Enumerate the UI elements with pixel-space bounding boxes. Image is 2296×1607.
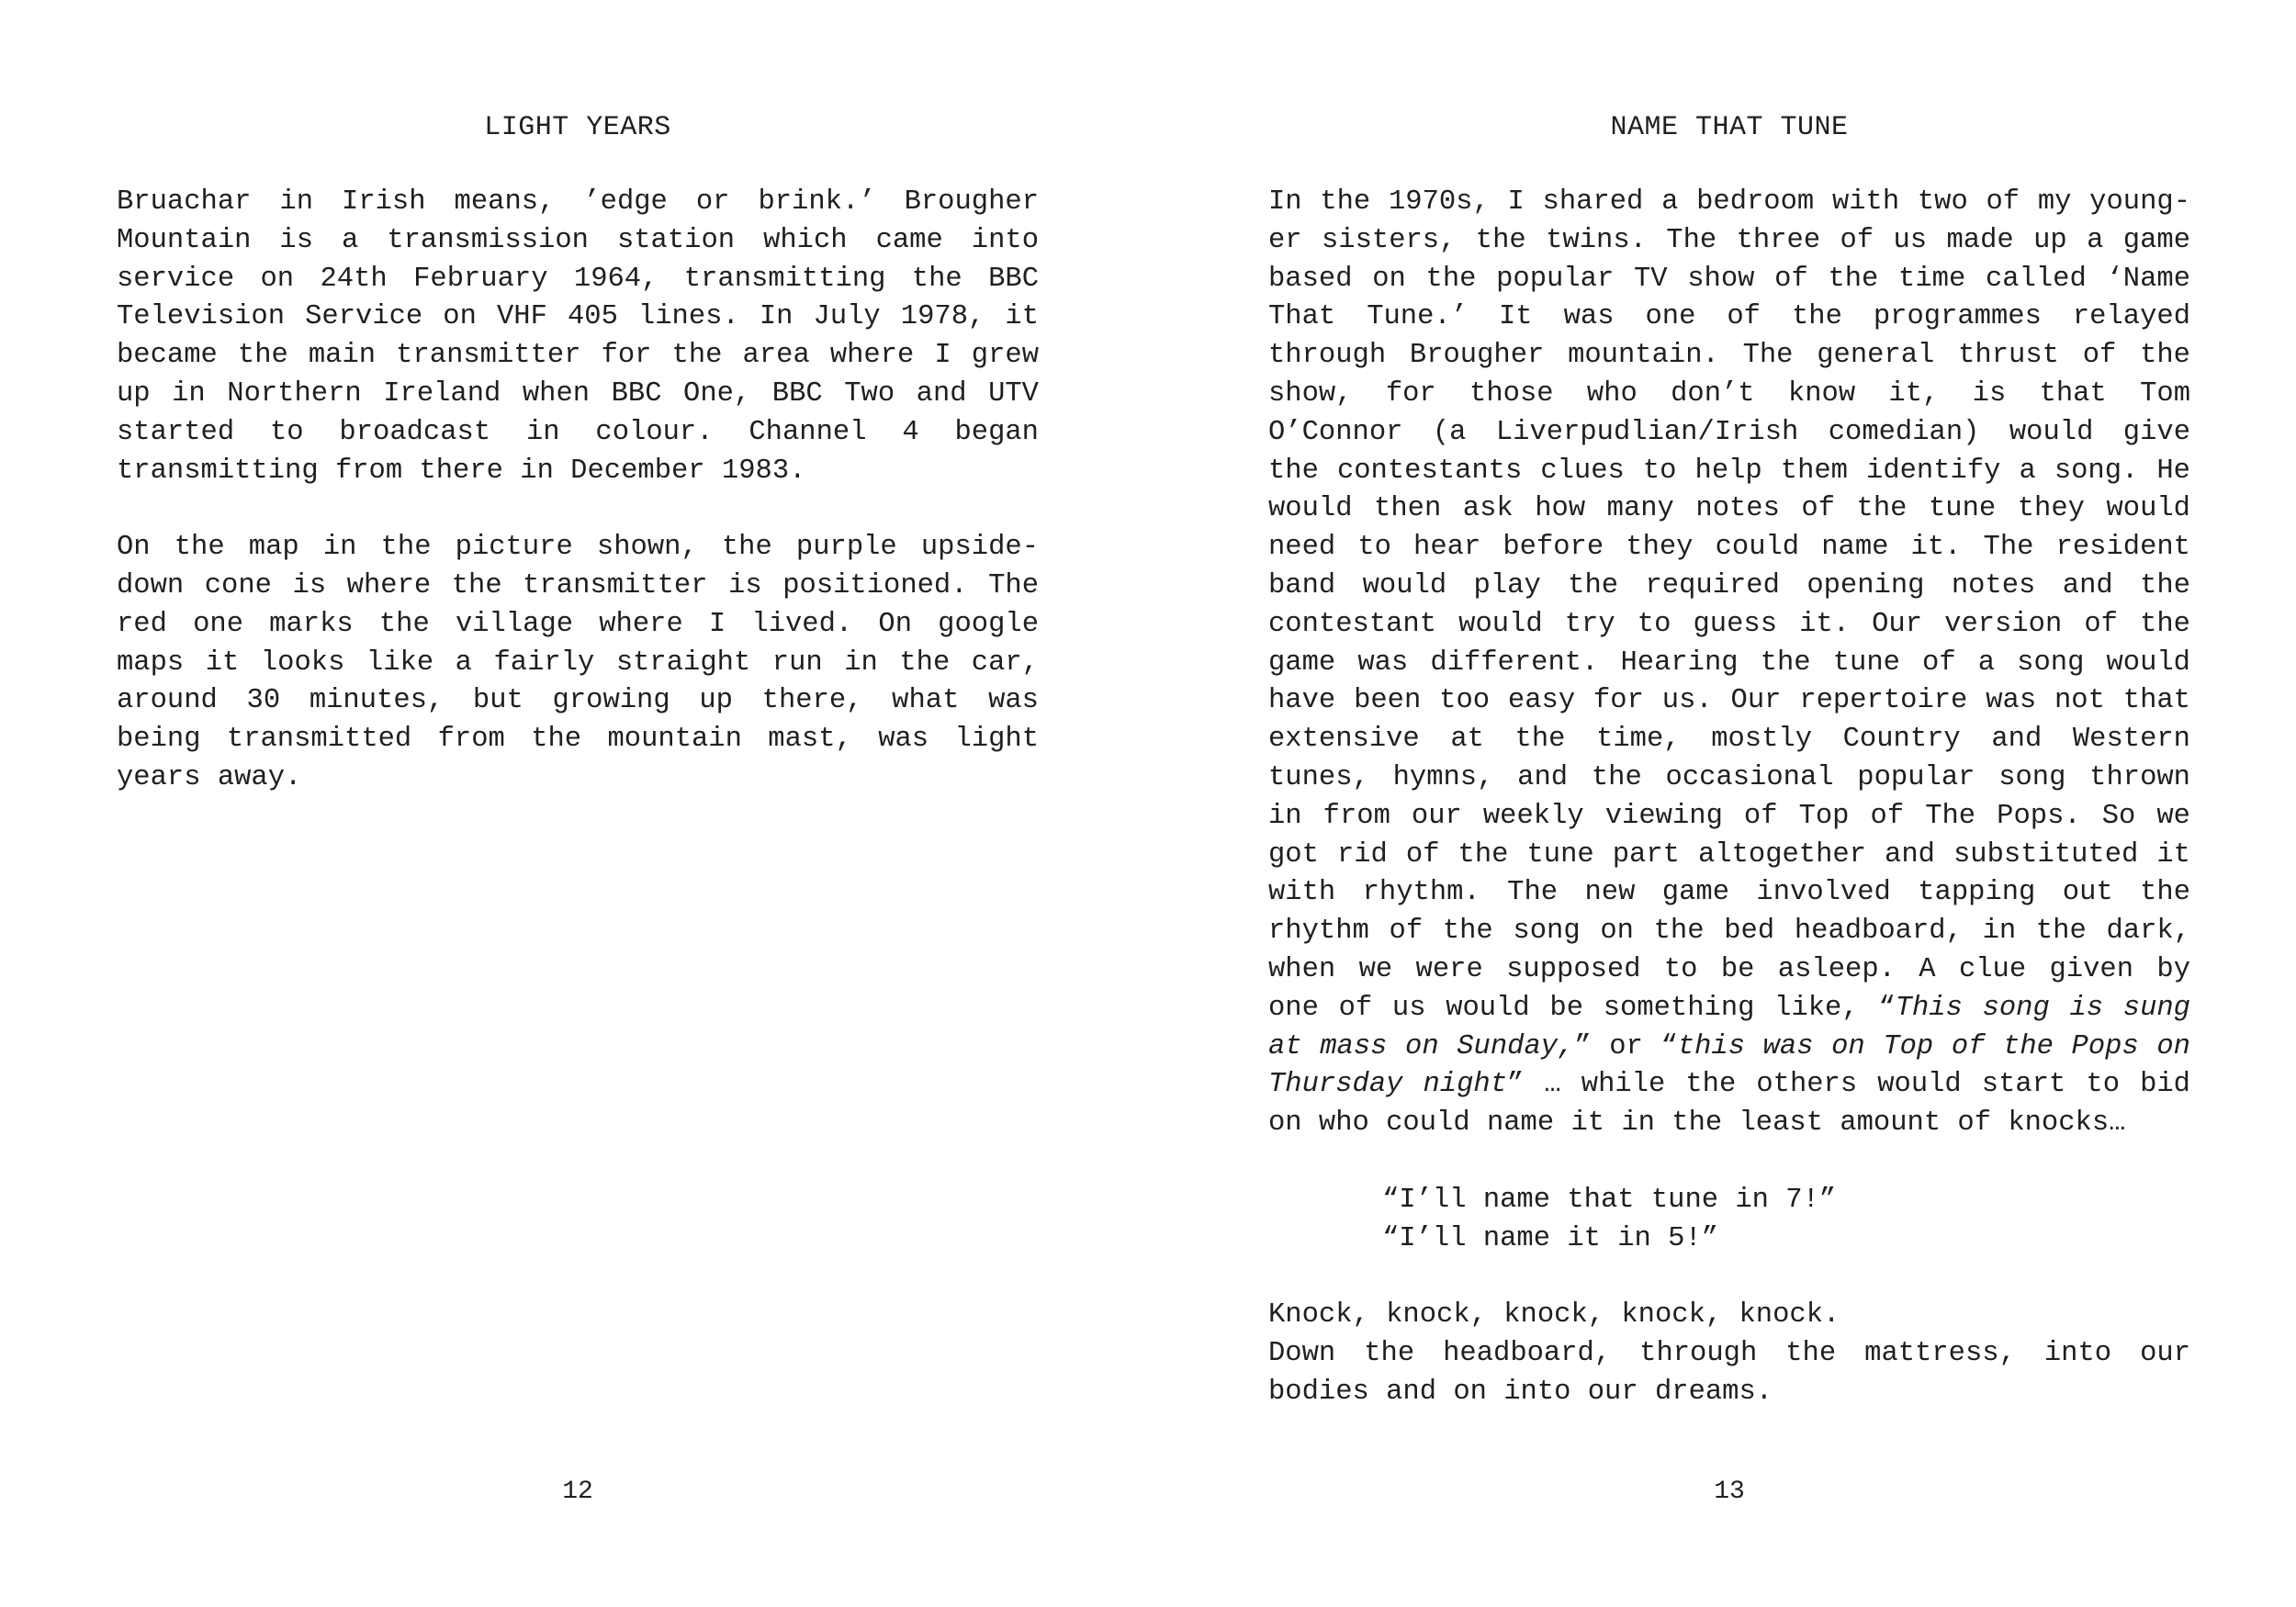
italic-clue-2: this was on Top of the Pops on Thursday night — [1268, 1030, 2190, 1101]
right-page-body — [1268, 184, 2190, 1412]
right-paragraph-main — [1268, 184, 2190, 1143]
quote-line-2: “I’ll name it in 5!” — [1382, 1222, 1719, 1254]
left-page-title: LIGHT YEARS — [484, 112, 671, 143]
main-text-part-1: In the 1970s, I shared a bedroom with two of my younger sisters, the twins. The three of us made up a game based on the popular TV show of the time called ‘Name That Tune.’ It was one of the programmes relayed through Brougher mountain. The general thrust of the show, for those who don’t know it, is that Tom O’Connor (a Liverpudlian/Irish comedian) would give the contestants clues to help them identify a song. He would then ask how many notes of the tune they would need to hear before they could name it. The resident band would play the required opening notes and the contestant would try to guess it. Our version of the game was different. Hearing the tune of a song would have been too easy for us. Our repertoire was not that extensive at the time, mostly Country and Western tunes, hymns, and the occasional popular song thrown in from our weekly viewing of Top of The Pops. So we got rid of the tune part altogether and substituted it with rhythm. The new game involved tapping out the rhythm of the song on the bed headboard, in the dark, when we were supposed to be asleep. A clue given by one of us would be something like, “ — [1268, 186, 2190, 1024]
quote-line-1: “I’ll name that tune in 7!” — [1382, 1184, 1837, 1216]
left-paragraph-1: Bruachar in Irish means, ’edge or brink.’ Brougher Mountain is a transmission station which came into service on 24th February 1964, transmitting the BBC Television Service on VHF 405 lines. In July 1978, it became the main transmitter for the area where I grew up in Northern Ireland when BBC One, BBC Two and UTV started to broadcast in colour. Channel 4 began transmitting from there in December 1983. — [117, 186, 1039, 487]
left-page-number: 12 — [562, 1478, 593, 1506]
closing-paragraph — [1268, 1297, 2190, 1411]
right-page-title: NAME THAT TUNE — [1610, 112, 1849, 143]
right-page-number: 13 — [1714, 1478, 1745, 1506]
left-page-body — [117, 184, 1039, 798]
closing-line-2: Down the headboard, through the mattress, into our bodies and on into our dreams. — [1268, 1337, 2190, 1408]
quote-block — [1268, 1182, 2190, 1259]
main-text-part-3: ” … while the others would start to bid on who could name it in the least amount of knocks… — [1268, 1069, 2190, 1140]
right-page — [1148, 0, 2296, 1607]
italic-clue-1: This song is sung at mass on Sunday, — [1268, 992, 2190, 1062]
main-text-part-2: ” or “ — [1574, 1030, 1678, 1062]
left-paragraph-2: On the map in the picture shown, the purple upside-down cone is where the transmitter is positioned. The red one marks the village where I lived. On google maps it looks like a fairly straight run in the car, around 30 minutes, but growing up there, what was being transmitted from the mountain mast, was light years away. — [117, 532, 1039, 793]
closing-line-1: Knock, knock, knock, knock, knock. — [1268, 1299, 1840, 1332]
